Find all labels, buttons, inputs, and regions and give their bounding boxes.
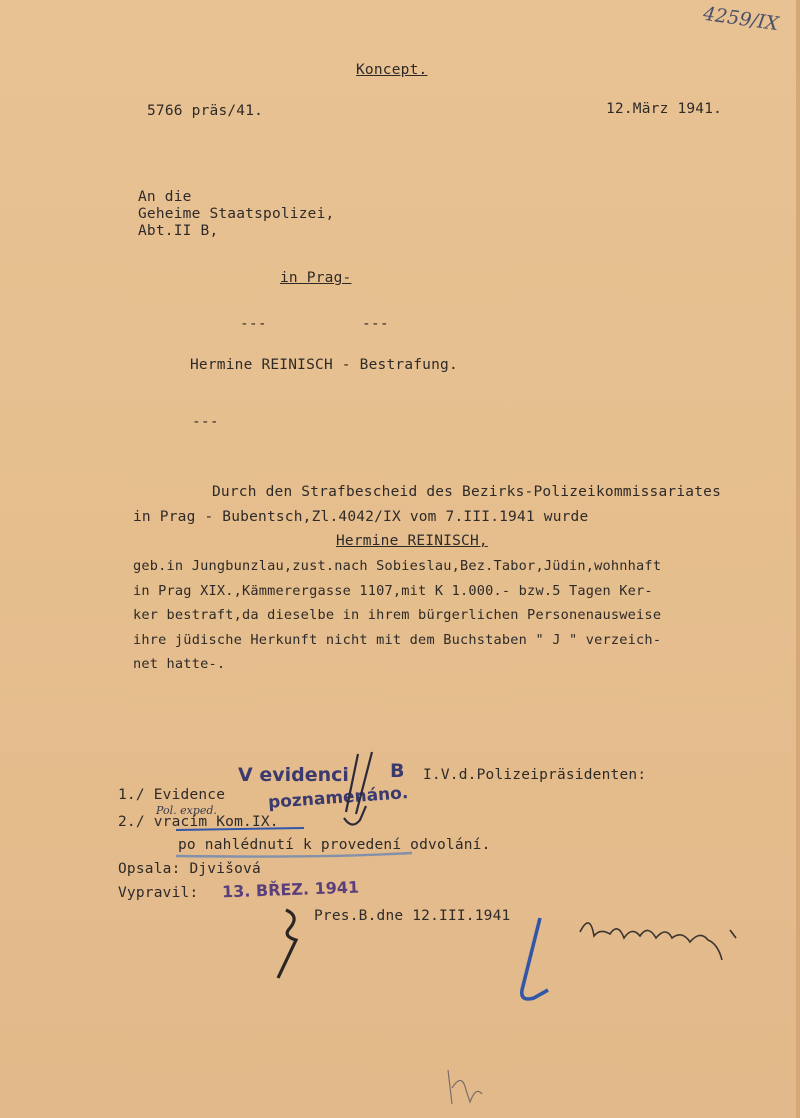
blue-underline-item-3 <box>176 853 412 857</box>
separator-right: --- <box>362 316 389 332</box>
separator-subject: --- <box>192 414 219 430</box>
item-3: po nahlédnutí k provedení odvolání. <box>178 837 491 853</box>
body-line-5: ker bestraft,da dieselbe in ihrem bürgerlichen Personenausweise <box>133 607 662 623</box>
body-line-1: Durch den Strafbescheid des Bezirks-Polizeikommissariates <box>212 484 721 500</box>
pencil-check-mark <box>278 910 296 978</box>
archive-number: 4259/IX <box>701 2 780 36</box>
document-date: 12.März 1941. <box>606 101 723 117</box>
vypravil-label: Vypravil: <box>118 885 199 901</box>
separator-left: --- <box>240 316 267 332</box>
stamp-evidence-letter: B <box>390 760 405 782</box>
recipient-city: in Prag- <box>280 270 352 286</box>
document-title: Koncept. <box>356 62 428 78</box>
signature-mark <box>580 923 736 960</box>
body-line-7: net hatte-. <box>133 656 226 672</box>
stamp-evidence-line-1: V evidenci <box>238 764 349 786</box>
body-line-6: ihre jüdische Herkunft nicht mit dem Buchstaben " J " verzeich- <box>133 632 662 648</box>
item-2: 2./ vracím Kom.IX. <box>118 814 279 830</box>
dispatch-date-stamp: 13. BŘEZ. 1941 <box>221 877 360 902</box>
paper-edge <box>796 0 800 1118</box>
item-1-note: Pol. exped. <box>156 804 217 817</box>
reference-number: 5766 präs/41. <box>147 103 264 119</box>
recipient-line-1: An die <box>138 189 192 205</box>
subject-line: Hermine REINISCH - Bestrafung. <box>190 357 458 373</box>
pres-line: Pres.B.dne 12.III.1941 <box>314 908 511 924</box>
pencil-initials-mark <box>448 1070 482 1104</box>
blue-pencil-mark <box>522 918 548 999</box>
recipient-line-3: Abt.II B, <box>138 223 219 239</box>
body-name: Hermine REINISCH, <box>336 533 488 549</box>
opsala-line: Opsala: Djvišová <box>118 861 261 877</box>
body-line-2: in Prag - Bubentsch,Zl.4042/IX vom 7.III.1941 wurde <box>133 509 589 525</box>
recipient-line-2: Geheime Staatspolizei, <box>138 206 335 222</box>
signature-line: I.V.d.Polizeipräsidenten: <box>423 767 647 783</box>
stamp-evidence-line-2: poznamenáno. <box>267 783 409 813</box>
body-line-4: in Prag XIX.,Kämmerergasse 1107,mit K 1.000.- bzw.5 Tagen Ker- <box>133 583 653 599</box>
item-1: 1./ Evidence <box>118 787 226 803</box>
body-line-3: geb.in Jungbunzlau,zust.nach Sobieslau,Bez.Tabor,Jüdin,wohnhaft <box>133 558 662 574</box>
